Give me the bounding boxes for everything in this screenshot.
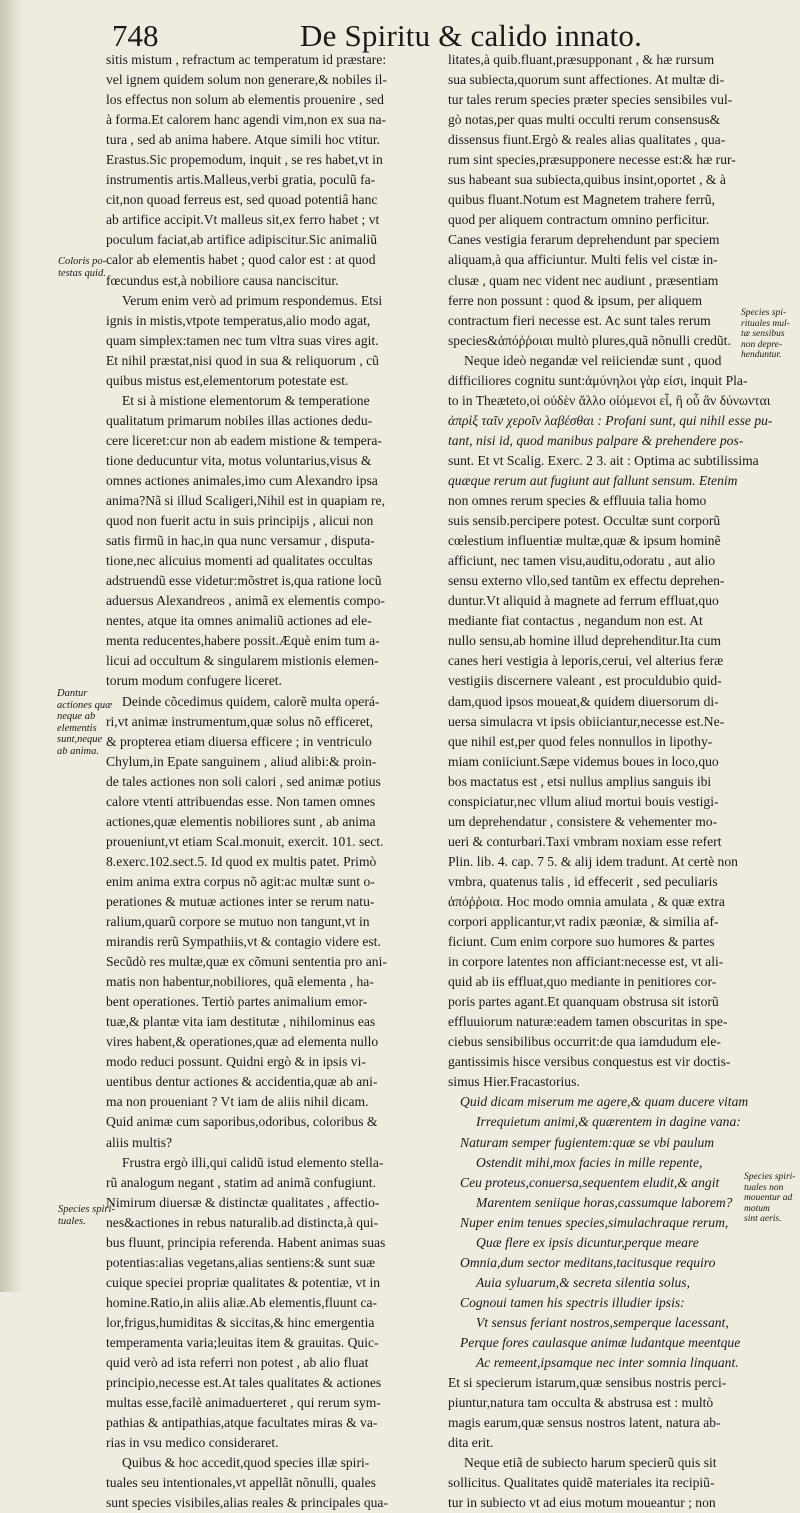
left-text-column	[106, 50, 452, 1513]
text-line: Deinde cõcedimus quidem, calorẽ multa operá-	[122, 693, 380, 709]
text-line: quibus mistus est,elementorum potestate est.	[106, 372, 349, 388]
text-line: Ac remeent,ipsamque nec inter somnia linquant.	[476, 1355, 739, 1371]
margin-note-line: elementis	[57, 722, 97, 734]
text-line: ficiunt. Cum enim corpore suo humores & partes	[448, 934, 715, 950]
text-line: effluuiorum naturæ:eadem tamen obscuritas in spe-	[448, 1014, 728, 1030]
margin-note-species-sensibus	[741, 308, 790, 361]
text-line: Quid animæ cum saporibus,odoribus, coloribus &	[106, 1114, 378, 1130]
margin-note-line: neque ab	[57, 711, 96, 722]
text-line: dissensus fiunt.Ergò & reales alias qualitates , qua-	[448, 132, 726, 148]
text-line: bus fluunt, principia referenda. Habent animas suas	[106, 1234, 386, 1250]
text-line: tione,nec alicuius momenti ad qualitates occultas	[106, 553, 373, 569]
text-line: ciebus sensibilibus occurrit:de qua iamdudum ele-	[448, 1034, 721, 1050]
text-line: contractum fieri necesse est. Ac sunt tales rerum	[448, 312, 711, 328]
text-line: Quibus & hoc accedit,quod species illæ spiri-	[122, 1455, 370, 1471]
text-line: ἀπρὶξ ταῖν χεροῖν λαβέσθαι : Profani sunt, qui nihil esse pu-	[448, 412, 773, 428]
text-line: Auia syluarum,& secreta silentia solus,	[476, 1274, 690, 1290]
text-line: quid verò ad ista referri non potest , ab alio fluat	[106, 1355, 369, 1371]
text-line: Perque fores caulasque animæ ludantque meentque	[460, 1335, 741, 1350]
text-line: corpori applicantur,vt radix pæoniæ, & similia af-	[448, 914, 719, 930]
text-line: ferre non possunt : quod & ipsum, per aliquem	[448, 292, 703, 308]
text-line: suis sensib.percipere potest. Occultæ sunt corporũ	[448, 513, 721, 529]
margin-note-line: Species spiri-	[58, 1204, 115, 1215]
text-line: simus Hier.Fracastorius.	[448, 1074, 580, 1090]
text-line: tuales seu intentionales,vt appellãt nõnulli, quales	[106, 1475, 376, 1491]
text-line: matis non habentur,nobiliores, quã elementa , ha-	[106, 974, 374, 990]
text-line: Vt sensus feriant nostros,semperque lacessant,	[476, 1314, 729, 1330]
text-line: de tales actiones non soli calori , sed animæ potius	[106, 773, 381, 789]
margin-note-line: sunt,neque	[57, 734, 103, 745]
text-line: clusæ , quam nec vident nec audiunt , præsentiam	[448, 272, 719, 288]
text-line: tur tales rerum species præter species sensibiles vul-	[448, 92, 733, 108]
text-line: nullo sensu,ab homine illud deprehenditur.Ita cum	[448, 633, 721, 649]
text-line: ueri & conturbari.Taxi vmbram noxiam esse refert	[448, 833, 722, 849]
margin-note-species-spirituales	[58, 1204, 115, 1227]
text-line: uentibus dentur actiones & accidentia,quæ ab ani-	[106, 1074, 378, 1090]
text-line: to in Theæteto,οἱ οὐδὲν ἄλλο οἰόμενοι εἶ, ἢ οὗ ἂν δύνωνται	[448, 392, 771, 408]
text-line: instrumentis artis.Malleus,verbi gratia, poculũ fa-	[106, 172, 376, 188]
text-line: gantissimis hisce versibus conquestus est vir doctis-	[448, 1054, 731, 1070]
text-line: uersa simulacra vt ipsis obiiciantur,necesse est.Ne-	[448, 713, 725, 729]
margin-note-coloris	[58, 256, 106, 279]
text-line: ignis in mistis,vtpote temperatus,alio modo agat,	[106, 312, 371, 328]
text-line: vires habent,& operationes,quæ ad elementa nullo	[106, 1034, 379, 1050]
text-line: Irrequietum animi,& quærentem in dagine vana:	[476, 1114, 741, 1130]
text-line: omnes actiones animales,imo cum Alexandro ipsa	[106, 472, 378, 488]
margin-note-line: non depre-	[741, 339, 783, 350]
text-line: modo reduci possunt. Quidni ergò & in ipsis vi-	[106, 1054, 366, 1070]
text-line: conspiciatur,nec vllum aliud mortui bouis vestigi-	[448, 793, 719, 809]
text-line: Neque ideò negandæ vel reiiciendæ sunt , quod	[464, 352, 722, 368]
text-line: sitis mistum , refractum ac temperatum id præstare:	[106, 52, 387, 67]
text-line: que nihil est,per quod feles nonnullos in lipothy-	[448, 733, 713, 749]
text-line: Marentem seniique horas,cassumque laborem?	[476, 1194, 733, 1210]
text-line: rum sint species,præsupponere necesse est:& hæ rur-	[448, 152, 736, 168]
text-line: afficiunt, nec tamen visu,auditu,odoratu , aut alio	[448, 553, 716, 569]
text-line: ma non proueniant ? Vt iam de aliis nihil dicam.	[106, 1094, 369, 1110]
text-line: Chylum,in Epate sanguinem , aliud alibi:& proin-	[106, 753, 377, 769]
text-line: vmbra, quatenus talis , id effecerit , sed peculiaris	[448, 873, 718, 889]
text-line: quod non fuerit actu in suis principijs , alicui non	[106, 513, 374, 529]
text-line: tione deducuntur vita, motus voluntarius,visus &	[106, 452, 372, 468]
margin-note-line: Coloris po-	[58, 256, 107, 267]
text-line: Neque etiã de subiecto harum specierũ quis sit	[464, 1455, 717, 1471]
text-line: homine.Ratio,in aliis aliæ.Ab elementis,fluunt ca-	[106, 1294, 378, 1310]
margin-note-line: tuales non	[744, 1182, 784, 1193]
text-line: cœlestium influentiæ multæ,quæ & ipsum hominẽ	[448, 533, 721, 549]
margin-note-line: sint aeris.	[744, 1214, 782, 1224]
text-line: sunt species visibiles,alias reales & principales qua-	[106, 1495, 388, 1511]
text-line: quam simplex:tamen nec tum vltra suas vires agit.	[106, 332, 379, 348]
text-line: Naturam semper fugientem:quæ se vbi paulum	[460, 1134, 715, 1150]
text-line: quæque rerum aut fugiunt aut fallunt sensum. Etenim	[448, 472, 738, 488]
text-line: sus habeant sua subiecta,quibus insint,oportet , & à	[448, 172, 726, 188]
text-line: Cognoui tamen his spectris illudier ipsis:	[460, 1294, 685, 1310]
text-line: potentias:alias vegetans,alias sentiens:& sunt suæ	[106, 1254, 376, 1270]
page-gutter-shadow	[0, 0, 22, 1292]
text-line: bos mactatus est , etsi nullus amplius sanguis ibi	[448, 773, 712, 789]
text-line: difficiliores cognitu sunt:ἀμύνηλοι γὰρ εἰσι, inquit Pla-	[448, 372, 748, 388]
text-line: litates,à quib.fluant,præsupponant , & hæ rursum	[448, 52, 715, 67]
text-line: multas esse,facilè animaduerteret , qui rerum sym-	[106, 1395, 381, 1411]
text-line: magis earum,quæ sensus nostros latent, natura ab-	[448, 1415, 721, 1431]
text-line: nentes, atque ita omnes animaliũ actiones ad ele-	[106, 613, 372, 629]
text-line: mirandis rerũ Sympathiis,vt & contagio videre est.	[106, 934, 381, 950]
text-line: anima?Nã si illud Scaligeri,Nihil est in quapiam re,	[106, 493, 385, 509]
text-line: quid ab iis effluat,quo mediante in penitiores cor-	[448, 974, 717, 990]
text-line: Frustra ergò illi,qui calidũ istud elemento stella-	[122, 1154, 384, 1170]
text-line: enim anima extra corpus nõ agit:ac multæ sunt o-	[106, 873, 375, 889]
margin-note-line: Species spiri-	[744, 1172, 796, 1182]
text-line: qualitatum primarum nobiles illas actiones dedu-	[106, 412, 373, 428]
text-line: Omnia,dum sector meditans,tacitusque requiro	[460, 1254, 716, 1270]
text-line: Et si specierum istarum,quæ sensibus nostris perci-	[448, 1375, 727, 1391]
text-line: duntur.Vt aliquid à magnete ad ferrum effluat,quo	[448, 593, 719, 609]
text-line: los effectus non solum ab elementis prouenire , sed	[106, 92, 384, 108]
text-line: temperamenta varia;leuitas item & grauitas. Quic-	[106, 1335, 379, 1350]
text-line: fœcundus est,à nobiliore causa nanciscitur.	[106, 272, 339, 288]
text-line: tant, nisi id, quod manibus palpare & prehendere pos-	[448, 432, 744, 448]
margin-note-line: tæ sensibus	[741, 329, 785, 339]
text-line: lor,frigus,humiditas & siccitas,& hinc emergentia	[106, 1314, 375, 1330]
text-line: proueniunt,vt etiam Scal.monuit, exercit. 101. sect.	[106, 833, 384, 849]
text-line: Erastus.Sic propemodum, inquit , se res habet,vt in	[106, 152, 383, 168]
text-line: um deprehendatur , consistere & vehementer mo-	[448, 813, 718, 829]
text-line: cere liceret:cur non ab eadem mistione & tempera-	[106, 432, 382, 448]
text-line: sensu externo vllo,sed tantũm ex effectu deprehen-	[448, 573, 725, 589]
right-text-column	[448, 50, 778, 1513]
margin-note-line: testas quid.	[58, 267, 106, 279]
text-line: torum modum confugere liceret.	[106, 673, 282, 689]
text-line: perationes & mutuæ actiones inter se rerum natu-	[106, 893, 375, 909]
text-line: ralium,quarũ corpore se mutuo non tangunt,vt in	[106, 914, 370, 930]
text-line: canes heri vestigia à leporis,cerui, vel alterius feræ	[448, 653, 724, 669]
text-line: Ceu proteus,conuersa,sequentem eludit,& angit	[460, 1174, 720, 1190]
text-line: rũ analogum negant , statim ad animã confugiunt.	[106, 1174, 376, 1190]
text-line: rias in vsu medico consideraret.	[106, 1435, 279, 1451]
text-line: Nimirum diuersæ & distinctæ qualitates , affectio-	[106, 1194, 380, 1210]
text-line: cuique speciei propriæ qualitates & potentiæ, vt in	[106, 1274, 381, 1290]
text-line: satis firmũ in hac,in qua nunc versamur , disputa-	[106, 533, 375, 549]
text-line: actiones,quæ elementis nobiliores sunt , ab anima	[106, 813, 376, 829]
margin-note-line: rituales mul-	[741, 318, 790, 329]
text-line: Ostendit mihi,mox facies in mille repente,	[476, 1154, 703, 1170]
text-line: poculum faciat,ab artifice adipiscitur.Sic animaliũ	[106, 232, 378, 248]
text-line: quod per aliquem contractum omnino perficitur.	[448, 212, 710, 228]
text-line: quibus fluant.Notum est Magnetem trahere ferrũ,	[448, 192, 715, 208]
text-line: sunt. Et vt Scalig. Exerc. 2 3. ait : Optima ac subtilissima	[448, 452, 759, 468]
margin-note-line: Dantur	[57, 688, 88, 699]
text-line: ab artifice accipit.Vt malleus sit,ex ferro habet ; vt	[106, 212, 380, 228]
text-line: ἀπόῤῥοια. Hoc modo omnia amulata , & quæ extra	[448, 893, 725, 909]
margin-note-line: tuales.	[58, 1215, 86, 1227]
text-line: calore vtenti attribuendas esse. Non tamen omnes	[106, 793, 376, 809]
text-line: & propterea etiam diuersa efficere ; in ventriculo	[106, 733, 372, 749]
text-line: Quid dicam miserum me agere,& quam ducere vitam	[460, 1094, 749, 1110]
margin-note-line: mouentur ad	[744, 1193, 793, 1203]
text-line: 8.exerc.102.sect.5. Id quod ex multis patet. Primò	[106, 853, 377, 869]
text-line: dam,quod ipsos moueat,& quidem diuersorum di-	[448, 693, 719, 709]
text-line: tur in subiecto vt ad eius motum moueantur ; non	[448, 1495, 716, 1511]
text-line: Et nihil præstat,nisi quod in sua & reliquorum , cũ	[106, 352, 379, 368]
margin-note-line: Species spi-	[741, 308, 787, 318]
text-line: miam coniiciunt.Sæpe videmus boues in loco,quo	[448, 753, 719, 769]
text-line: aliis multis?	[106, 1134, 173, 1150]
text-line: calor ab elementis habet ; quod calor est : at quod	[106, 252, 376, 268]
text-line: piuntur,natura tam occulta & abstrusa est : multò	[448, 1395, 714, 1411]
text-line: aduersus Alexandreos , animã ex elementis compo-	[106, 593, 385, 609]
text-line: sua subiecta,quorum sunt affectiones. At multæ di-	[448, 72, 725, 88]
text-line: Nuper enim tenues species,simulachraque rerum,	[460, 1214, 729, 1230]
text-line: vel ignem quidem solum non generare,& nobiles il-	[106, 72, 387, 88]
text-line: non omnes rerum species & effluuia talia homo	[448, 493, 707, 509]
text-line: nes&actiones in rebus naturalib.ad distincta,à qui-	[106, 1214, 379, 1230]
text-line: ri,vt animæ instrumentum,quæ solus nõ efficeret,	[106, 713, 374, 729]
text-line: tuæ,& plantæ vita iam destitutæ , nihilominus eas	[106, 1014, 376, 1030]
text-line: à forma.Et calorem hanc agendi vim,non ex sua na-	[106, 112, 387, 128]
text-line: aliquam,à qua afficiuntur. Multi felis vel cistæ in-	[448, 252, 718, 268]
text-line: vestigiis discernere valeant , est proculdubio quid-	[448, 673, 722, 689]
margin-note-line: henduntur.	[741, 350, 782, 360]
text-line: dita erit.	[448, 1435, 494, 1451]
text-line: tura , sed ab anima habere. Atque simili hoc vtitur.	[106, 132, 381, 148]
text-line: Plin. lib. 4. cap. 7 5. & alij idem tradunt. At certè non	[448, 853, 738, 869]
text-line: pathias & antipathias,atque facultates miras & va-	[106, 1415, 378, 1431]
margin-note-dantur	[57, 688, 112, 757]
text-line: Et si à mistione elementorum & temperatione	[122, 392, 370, 408]
running-title: De Spiritu & calido innato.	[300, 18, 643, 53]
text-line: Secũdò res multæ,quæ ex cõmuni sententia pro ani-	[106, 954, 387, 970]
text-line: mediante fiat contactus , negandum non est. At	[448, 613, 703, 629]
text-line: poris partes agant.Et quanquam obstrusa sit istorũ	[448, 994, 719, 1010]
text-line: Verum enim verò ad primum respondemus. Etsi	[122, 292, 383, 308]
text-line: species&ἀπόῤῥοιαι multò plures,quã nõnulli credũt.	[448, 332, 731, 348]
text-line: licui ad occultum & singularem mistionis elemen-	[106, 653, 379, 669]
text-line: Quæ flere ex ipsis dicuntur,perque meare	[476, 1234, 699, 1250]
text-line: menta reducentes,habere possit.Æquè enim tum a-	[106, 633, 380, 649]
text-line: Canes vestigia ferarum deprehendunt par speciem	[448, 232, 720, 248]
text-line: adstruendũ esse videtur:mõstret is,qua ratione locũ	[106, 573, 382, 589]
text-line: in corpore latentes non afficiant:necesse est, vt ali-	[448, 954, 724, 970]
text-line: bent operationes. Tertiò partes animalium emor-	[106, 994, 368, 1010]
margin-note-line: ab anima.	[57, 745, 99, 757]
text-line: gò notas,per quas multi occulti rerum consensus&	[448, 112, 721, 128]
margin-note-line: motum	[744, 1203, 770, 1214]
margin-note-species-motum	[744, 1172, 795, 1225]
text-line: principio,necesse est.At tales qualitates & actiones	[106, 1375, 382, 1391]
margin-note-line: actiones quæ	[57, 699, 113, 711]
text-line: cit,non quoad ferreus est, sed quoad potentiâ hanc	[106, 192, 378, 208]
text-line: sollicitus. Qualitates quidẽ materiales ita recipiũ-	[448, 1475, 715, 1491]
page-number: 748	[112, 18, 159, 53]
